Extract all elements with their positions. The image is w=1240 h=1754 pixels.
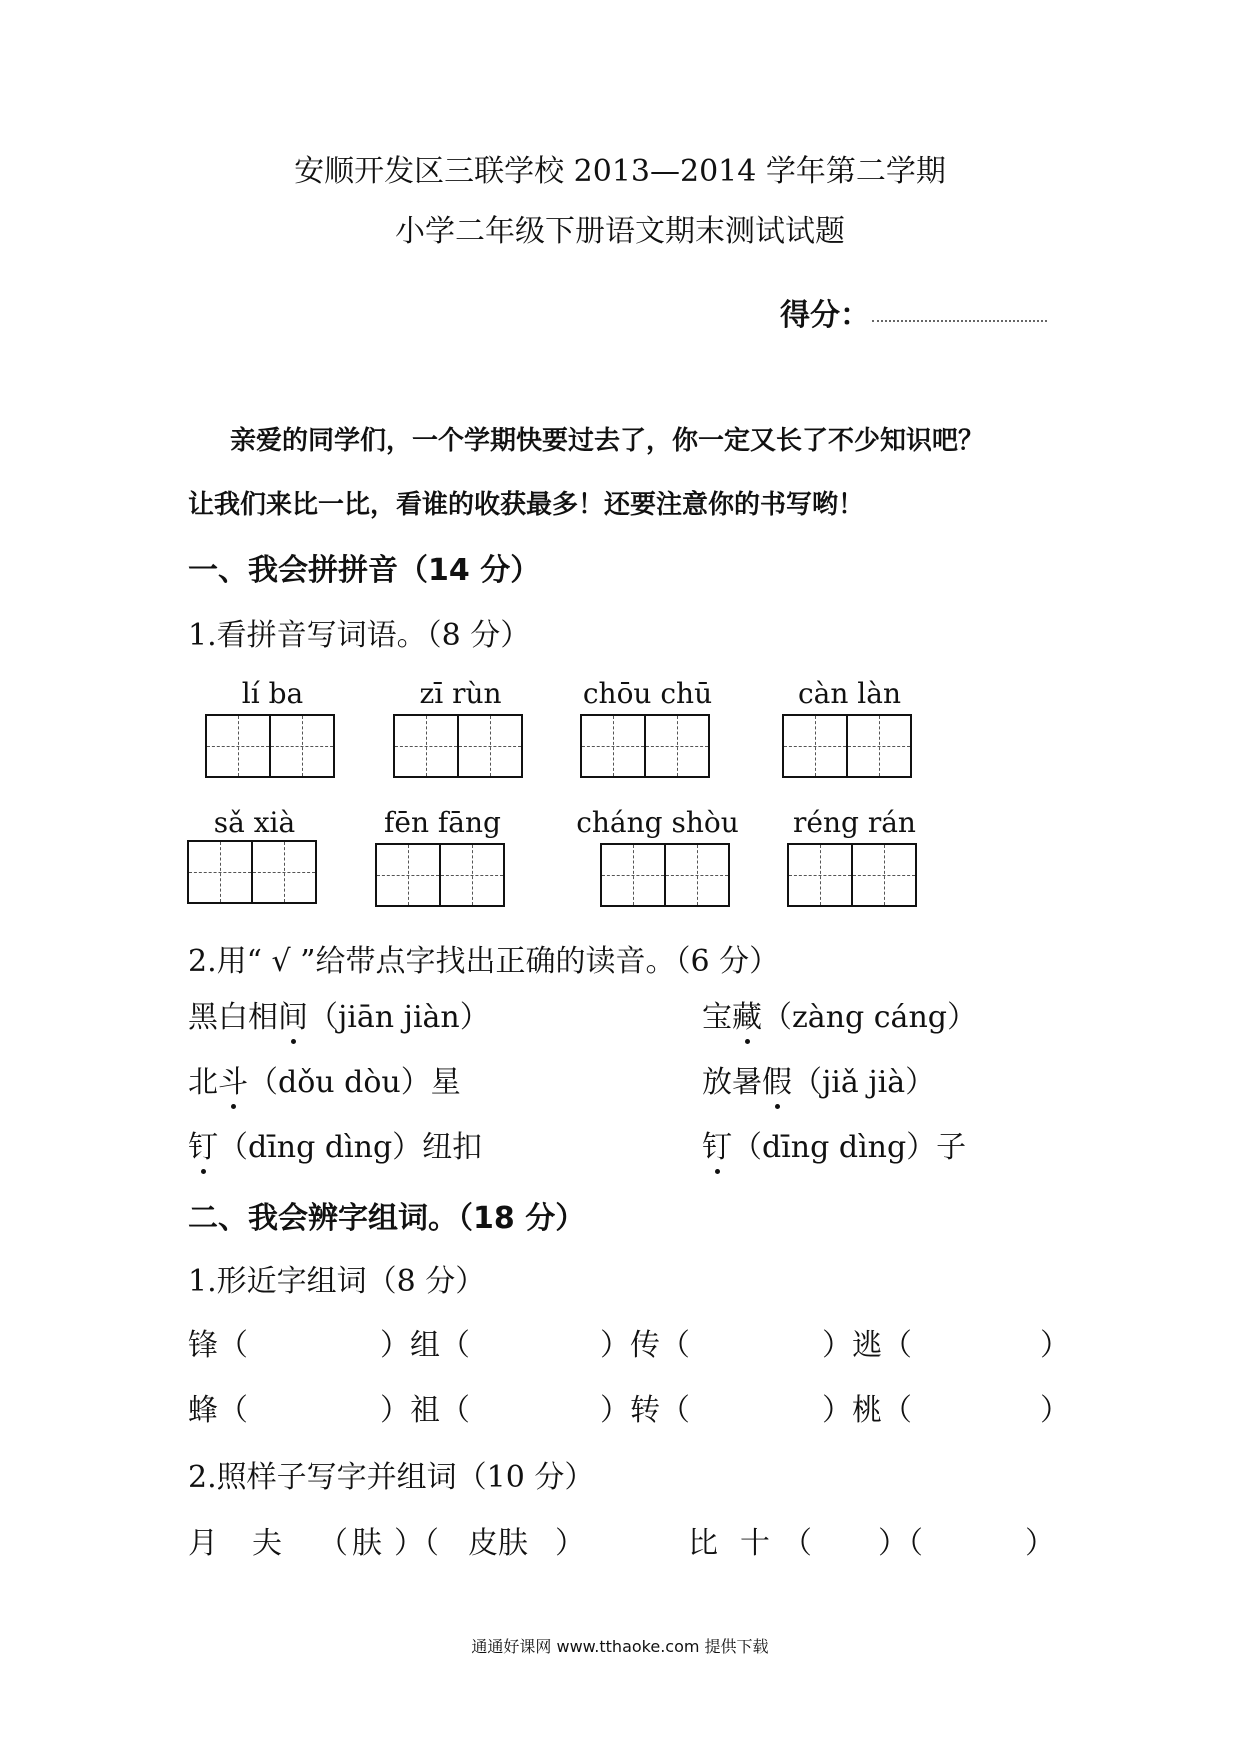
example-char: 月 — [188, 1526, 218, 1561]
word-item: ）祖（ — [380, 1393, 470, 1428]
word-item: ） — [1040, 1393, 1070, 1428]
word-item: ）桃（ — [822, 1393, 912, 1428]
reading-item: 钉（dīng dìng）纽扣 — [188, 1122, 482, 1166]
task-char: 比 — [688, 1526, 718, 1561]
writing-grid[interactable] — [782, 714, 912, 778]
example-char: 夫 — [252, 1526, 282, 1561]
writing-grid[interactable] — [205, 714, 335, 778]
exam-title-line1: 安顺开发区三联学校 2013—2014 学年第二学期 — [294, 154, 946, 189]
task-char: （ — [782, 1526, 812, 1561]
writing-grid[interactable] — [375, 843, 505, 907]
section2-q2-title: 2.照样子写字并组词（10 分） — [188, 1460, 595, 1495]
writing-grid[interactable] — [580, 714, 710, 778]
word-item: ） — [1040, 1328, 1070, 1363]
section2-heading: 二、我会辨字组词。（18 分） — [188, 1201, 586, 1236]
section2-q1-title: 1.形近字组词（8 分） — [188, 1264, 486, 1299]
example-char: 肤 — [352, 1526, 382, 1561]
section1-heading: 一、我会拼拼音（14 分） — [188, 553, 541, 588]
writing-grid[interactable] — [787, 843, 917, 907]
intro-line2: 让我们来比一比，看谁的收获最多！还要注意你的书写哟！ — [188, 490, 865, 520]
pinyin-label: sǎ xià — [213, 806, 296, 839]
reading-item: 放暑假（jiǎ jià） — [702, 1057, 935, 1101]
writing-grid[interactable] — [600, 843, 730, 907]
pinyin-label: fēn fāng — [384, 806, 501, 839]
writing-grid[interactable] — [187, 840, 317, 904]
word-item: ）转（ — [600, 1393, 690, 1428]
task-char: 十 — [740, 1526, 770, 1561]
word-item: 蜂（ — [188, 1393, 248, 1428]
pinyin-label: réng rán — [793, 806, 916, 839]
task-char: ） — [1025, 1526, 1055, 1561]
example-char: （ — [318, 1526, 348, 1561]
reading-item: 黑白相间（jiān jiàn） — [188, 992, 490, 1036]
score-blank-line — [872, 318, 1047, 322]
section1-q2-title: 2.用“ √ ”给带点字找出正确的读音。（6 分） — [188, 944, 780, 979]
task-char: ）（ — [878, 1526, 923, 1561]
example-char: ）（ — [394, 1526, 439, 1561]
pinyin-label: zī rùn — [419, 677, 502, 710]
word-item: ）组（ — [380, 1328, 470, 1363]
reading-item: 钉（dīng dìng）子 — [702, 1122, 966, 1166]
exam-title-line2: 小学二年级下册语文期末测试试题 — [395, 214, 845, 249]
example-char: ） — [555, 1526, 585, 1561]
pinyin-label: cháng shòu — [576, 806, 739, 839]
word-item: 锋（ — [188, 1328, 248, 1363]
pinyin-label: chōu chū — [582, 677, 713, 710]
writing-grid[interactable] — [393, 714, 523, 778]
word-item: ）传（ — [600, 1328, 690, 1363]
pinyin-label: lí ba — [241, 677, 304, 710]
intro-line1: 亲爱的同学们，一个学期快要过去了，你一定又长了不少知识吧？ — [230, 426, 985, 456]
section1-q1-title: 1.看拼音写词语。（8 分） — [188, 618, 531, 653]
score-label: 得分： — [780, 298, 870, 333]
word-item: ）逃（ — [822, 1328, 912, 1363]
reading-item: 北斗（dǒu dòu）星 — [188, 1057, 461, 1101]
example-char: 皮肤 — [468, 1526, 528, 1561]
footer-text: 通通好课网 www.tthaoke.com 提供下载 — [471, 1637, 769, 1656]
reading-item: 宝藏（zàng cáng） — [702, 992, 977, 1036]
pinyin-label: càn làn — [798, 677, 901, 710]
